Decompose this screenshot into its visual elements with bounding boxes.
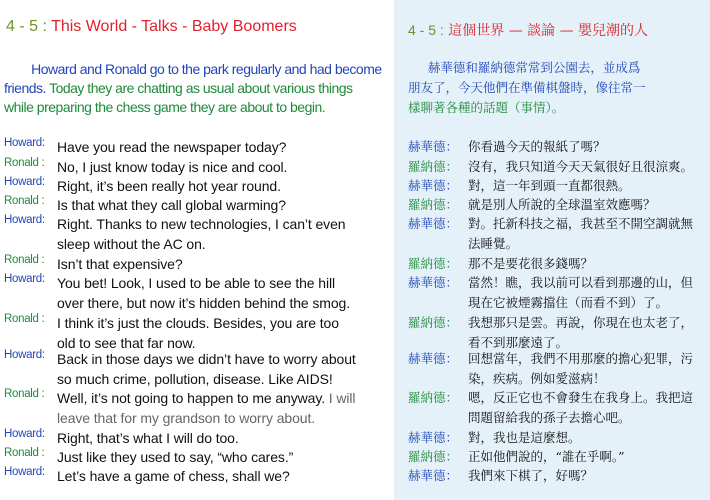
dialogue-text — [468, 273, 693, 313]
dialogue-line: 現在它被煙霧擋住（而看不到）了。 — [468, 295, 669, 310]
dialogue-line: 問題留給我的孫子去擔心吧。 — [468, 410, 631, 425]
dialogue-line: Is that what they call global warming? — [57, 197, 286, 213]
speaker-label: Ronald : — [4, 313, 45, 325]
dialogue-text — [468, 195, 656, 215]
dialogue-text — [468, 388, 693, 428]
dialogue-text — [57, 214, 345, 254]
chinese-lesson-title: 這個世界 — 談論 — 嬰兒潮的人 — [448, 23, 649, 39]
dialogue-line: 對，這一年到頭一直都很熱。 — [468, 178, 631, 193]
dialogue-line: Well, it’s not going to happen to me anyway. — [57, 390, 325, 406]
dialogue-line: Right, that’s what I will do too. — [57, 430, 239, 446]
speaker-label: 赫華德： — [408, 275, 459, 290]
speaker-label: Ronald : — [4, 447, 45, 459]
intro-green-text: Today they are chatting as usual about various things while preparing the chess game they are about to begin. — [4, 80, 353, 115]
intro-blue-text: Howard and Ronald go to the park regularly and had become friends. — [4, 61, 382, 96]
dialogue-line-grey: I will — [325, 390, 356, 406]
dialogue-line: 當然！瞧，我以前可以看到那邊的山，但 — [468, 275, 694, 290]
dialogue-text — [57, 349, 356, 389]
dialogue-text — [468, 447, 625, 467]
dialogue-text — [57, 466, 290, 486]
speaker-label: Ronald : — [4, 254, 45, 266]
speaker-label: 赫華德： — [408, 216, 459, 231]
chinese-intro-line: 朋友了，今天他們在準備棋盤時，像往常一 — [408, 80, 646, 95]
dialogue-text — [468, 176, 631, 196]
speaker-label: 赫華德： — [408, 139, 459, 154]
dialogue-text — [57, 273, 350, 313]
dialogue-line: 看不到那麼遠了。 — [468, 335, 569, 350]
dialogue-text — [57, 137, 286, 157]
speaker-label: 羅納德： — [408, 159, 459, 174]
dialogue-line: Right. Thanks to new technologies, I can’t even — [57, 216, 346, 232]
dialogue-line: You bet! Look, I used to be able to see the hill — [57, 275, 336, 291]
chinese-title — [408, 20, 648, 40]
dialogue-text — [57, 176, 281, 196]
dialogue-text — [468, 313, 693, 353]
dialogue-line: Right, it’s been really hot year round. — [57, 178, 281, 194]
dialogue-line: Have you read the newspaper today? — [57, 139, 287, 155]
dialogue-text — [57, 313, 339, 353]
chinese-lesson-number: 4 - 5 : — [408, 22, 444, 38]
dialogue-line: Back in those days we didn’t have to worry about — [57, 351, 356, 367]
speaker-label: 赫華德： — [408, 430, 459, 445]
chinese-intro — [408, 58, 702, 118]
dialogue-line: 回想當年，我們不用那麼的擔心犯罪，污 — [468, 351, 694, 366]
dialogue-text — [57, 428, 239, 448]
speaker-label: 羅納德： — [408, 256, 459, 271]
dialogue-line: I think it’s just the clouds. Besides, you are too — [57, 315, 339, 331]
english-title — [6, 18, 297, 36]
speaker-label: 羅納德： — [408, 449, 459, 464]
speaker-label: 羅納德： — [408, 197, 459, 212]
dialogue-line: 你看過今天的報紙了嗎？ — [468, 139, 606, 154]
dialogue-line: 對。托新科技之福，我甚至不開空調就無 — [468, 216, 694, 231]
dialogue-line: sleep without the AC on. — [57, 236, 206, 252]
dialogue-line: 沒有，我只知道今天天氣很好且很涼爽。 — [468, 159, 694, 174]
speaker-label: Ronald : — [4, 195, 45, 207]
dialogue-line: 我們來下棋了，好嗎？ — [468, 468, 594, 483]
speaker-label: 赫華德： — [408, 351, 459, 366]
chinese-intro-line: 赫華德和羅納德常常到公園去，並成爲 — [427, 60, 641, 75]
dialogue-line: 就是別人所說的全球溫室效應嗎？ — [468, 197, 656, 212]
dialogue-line: 嗯，反正它也不會發生在我身上。我把這 — [468, 390, 694, 405]
dialogue-line: leave that for my grandson to worry about. — [57, 410, 316, 426]
dialogue-line: Isn’t that expensive? — [57, 256, 183, 272]
speaker-label: Ronald : — [4, 388, 45, 400]
dialogue-line: No, I just know today is nice and cool. — [57, 159, 288, 175]
speaker-label: Howard: — [4, 176, 45, 188]
speaker-label: 羅納德： — [408, 315, 459, 330]
lesson-number: 4 - 5 : — [6, 18, 47, 35]
dialogue-line: 我想那只是雲。再說，你現在也太老了， — [468, 315, 694, 330]
dialogue-line: 染，疾病。例如愛滋病！ — [468, 371, 606, 386]
dialogue-text — [57, 157, 287, 177]
chinese-intro-line: 樣聊著各種的話題（事情）。 — [408, 100, 565, 115]
speaker-label: Ronald : — [4, 157, 45, 169]
chinese-panel — [394, 0, 710, 500]
dialogue-text — [468, 254, 593, 274]
dialogue-text — [468, 137, 606, 157]
dialogue-text — [57, 447, 293, 467]
speaker-label: 羅納德： — [408, 390, 459, 405]
dialogue-text — [57, 195, 286, 215]
dialogue-line: Let’s have a game of chess, shall we? — [57, 468, 290, 484]
dialogue-text — [468, 214, 693, 254]
speaker-label: Howard: — [4, 349, 45, 361]
dialogue-text — [468, 428, 581, 448]
dialogue-line: so much crime, pollution, disease. Like AIDS! — [57, 371, 333, 387]
english-intro — [4, 60, 384, 117]
speaker-label: 赫華德： — [408, 468, 459, 483]
speaker-label: Howard: — [4, 214, 45, 226]
dialogue-text — [468, 157, 693, 177]
speaker-label: Howard: — [4, 428, 45, 440]
dialogue-line: 那不是要花很多錢嗎？ — [468, 256, 594, 271]
speaker-label: Howard: — [4, 466, 45, 478]
speaker-label: Howard: — [4, 273, 45, 285]
dialogue-text — [468, 466, 593, 486]
dialogue-text — [468, 349, 693, 389]
dialogue-line: Just like they used to say, “who cares.” — [57, 449, 294, 465]
dialogue-text — [57, 388, 355, 428]
speaker-label: Howard: — [4, 137, 45, 149]
dialogue-line: over there, but now it’s hidden behind the smog. — [57, 295, 351, 311]
dialogue-line: 正如他們說的，“誰在乎啊。” — [468, 449, 625, 464]
dialogue-line: old to see that far now. — [57, 335, 196, 351]
dialogue-line: 法睡覺。 — [468, 236, 519, 251]
dialogue-line: 對，我也是這麼想。 — [468, 430, 581, 445]
lesson-title: This World - Talks - Baby Boomers — [51, 18, 297, 35]
dialogue-text — [57, 254, 183, 274]
speaker-label: 赫華德： — [408, 178, 459, 193]
